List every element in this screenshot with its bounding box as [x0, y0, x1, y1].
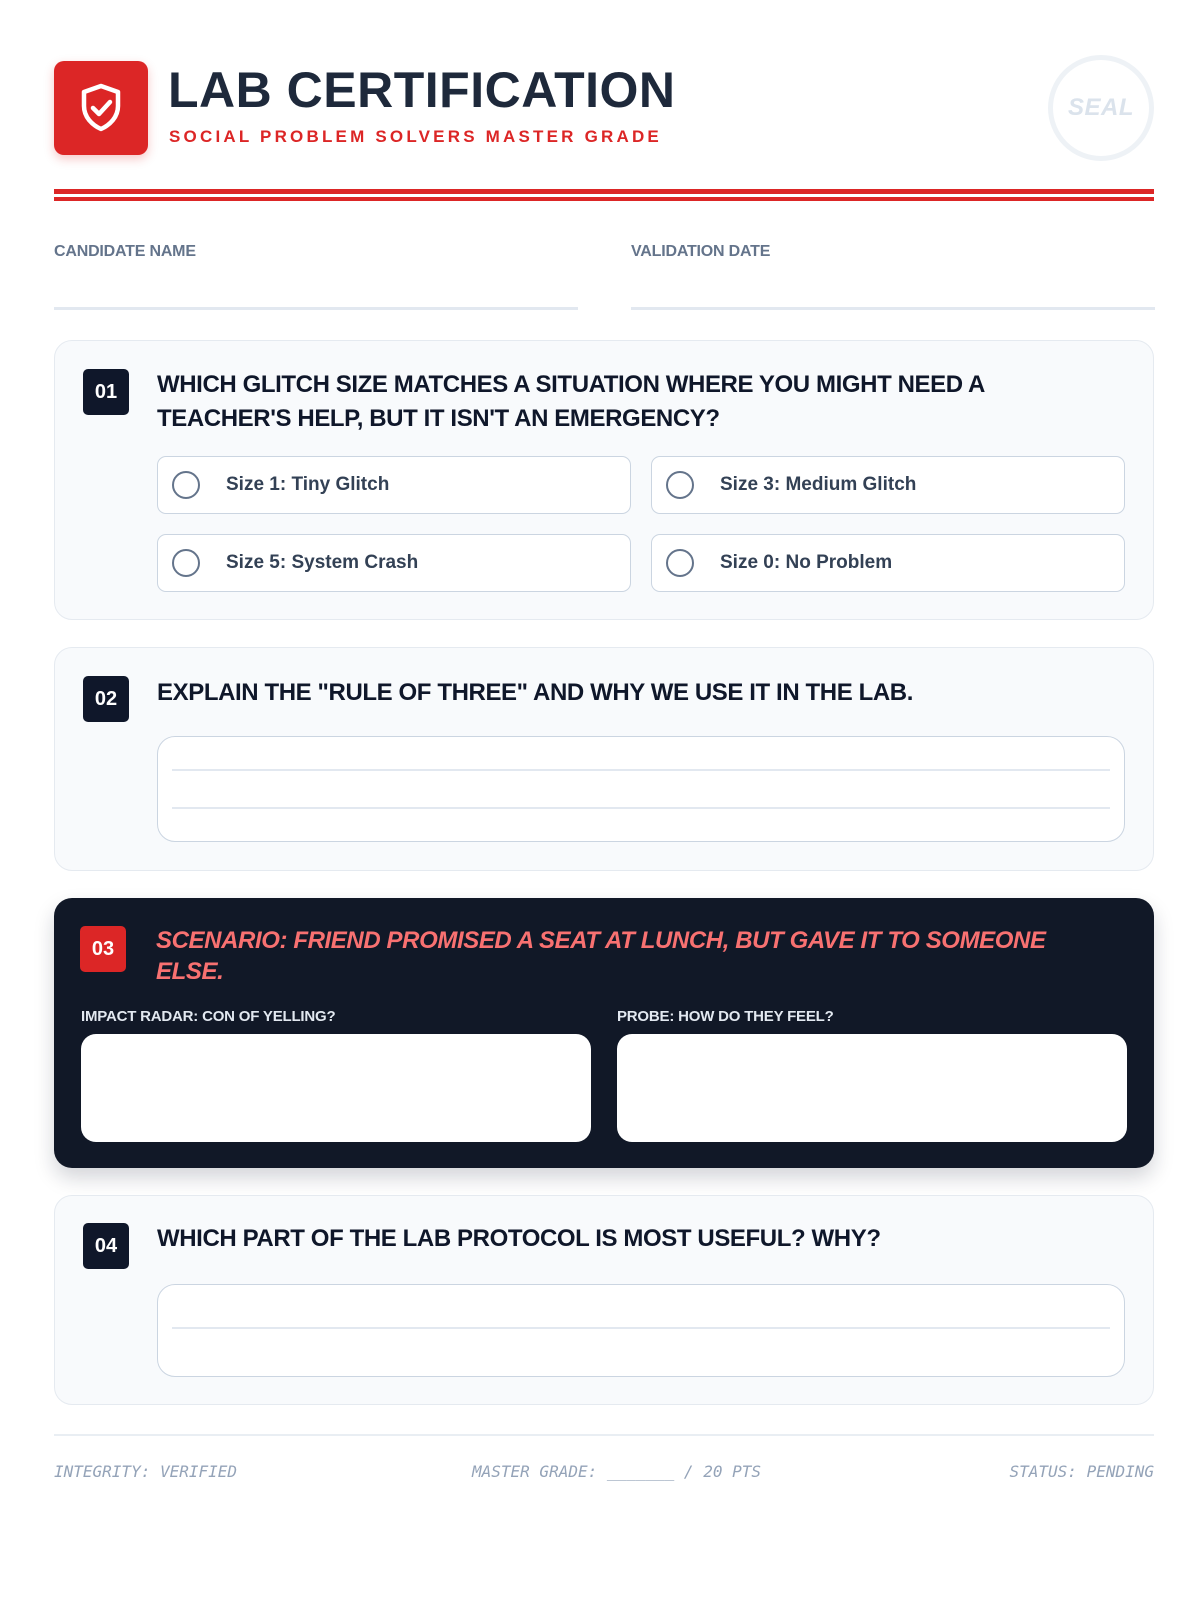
integrity-status: INTEGRITY: VERIFIED: [54, 1462, 238, 1481]
option-label: Size 1: Tiny Glitch: [226, 474, 390, 495]
footer: [54, 1462, 1154, 1486]
validation-date-field[interactable]: [631, 243, 1155, 261]
writing-line: [172, 769, 1110, 771]
header: [54, 61, 1154, 155]
writing-line: [172, 1327, 1110, 1329]
shield-check-icon: [79, 83, 123, 133]
question-number: 01: [83, 369, 129, 415]
question-text: WHICH GLITCH SIZE MATCHES A SITUATION WHERE YOU MIGHT NEED A TEACHER'S HELP, BUT IT ISN'T AN EMERGENCY?: [157, 371, 985, 432]
option-size-5[interactable]: [157, 534, 631, 592]
header-divider: [54, 189, 1154, 201]
candidate-name-field[interactable]: [54, 243, 578, 261]
status-text: STATUS: PENDING: [1009, 1462, 1154, 1481]
probe-answer-box[interactable]: [617, 1034, 1127, 1142]
validation-date-line[interactable]: [631, 307, 1155, 310]
impact-radar-answer-box[interactable]: [81, 1034, 591, 1142]
question-card-4: [54, 1195, 1154, 1405]
question-text: WHICH PART OF THE LAB PROTOCOL IS MOST USEFUL? WHY?: [157, 1225, 881, 1252]
writing-line: [172, 807, 1110, 809]
candidate-name-line[interactable]: [54, 307, 578, 310]
radio-button[interactable]: [666, 549, 694, 577]
seal-label: SEAL: [1067, 94, 1134, 121]
probe-label: PROBE: HOW DO THEY FEEL?: [617, 1008, 834, 1025]
answer-box[interactable]: [157, 1284, 1125, 1377]
option-size-3[interactable]: [651, 456, 1125, 514]
page-title: LAB CERTIFICATION: [168, 62, 676, 118]
question-number: 03: [80, 926, 126, 972]
question-card-2: [54, 647, 1154, 871]
seal-stamp: [1048, 55, 1154, 161]
option-label: Size 3: Medium Glitch: [720, 474, 917, 495]
logo: [54, 61, 148, 155]
question-card-1: [54, 340, 1154, 620]
footer-divider: [54, 1434, 1154, 1436]
scenario-card: [54, 898, 1154, 1168]
impact-radar-label: IMPACT RADAR: CON OF YELLING?: [81, 1008, 336, 1025]
master-grade: MASTER GRADE: _______ / 20 PTS: [472, 1462, 761, 1481]
validation-date-label: VALIDATION DATE: [631, 243, 771, 260]
candidate-name-label: CANDIDATE NAME: [54, 243, 196, 260]
page-subtitle: SOCIAL PROBLEM SOLVERS MASTER GRADE: [169, 127, 662, 146]
option-size-1[interactable]: [157, 456, 631, 514]
option-size-0[interactable]: [651, 534, 1125, 592]
scenario-text: SCENARIO: FRIEND PROMISED A SEAT AT LUNCH, BUT GAVE IT TO SOMEONE ELSE.: [156, 927, 1046, 985]
question-number: 02: [83, 676, 129, 722]
option-label: Size 5: System Crash: [226, 552, 419, 573]
question-text: EXPLAIN THE "RULE OF THREE" AND WHY WE USE IT IN THE LAB.: [157, 679, 913, 706]
radio-button[interactable]: [666, 471, 694, 499]
radio-button[interactable]: [172, 549, 200, 577]
option-label: Size 0: No Problem: [720, 552, 893, 573]
question-number: 04: [83, 1223, 129, 1269]
answer-box[interactable]: [157, 736, 1125, 842]
radio-button[interactable]: [172, 471, 200, 499]
